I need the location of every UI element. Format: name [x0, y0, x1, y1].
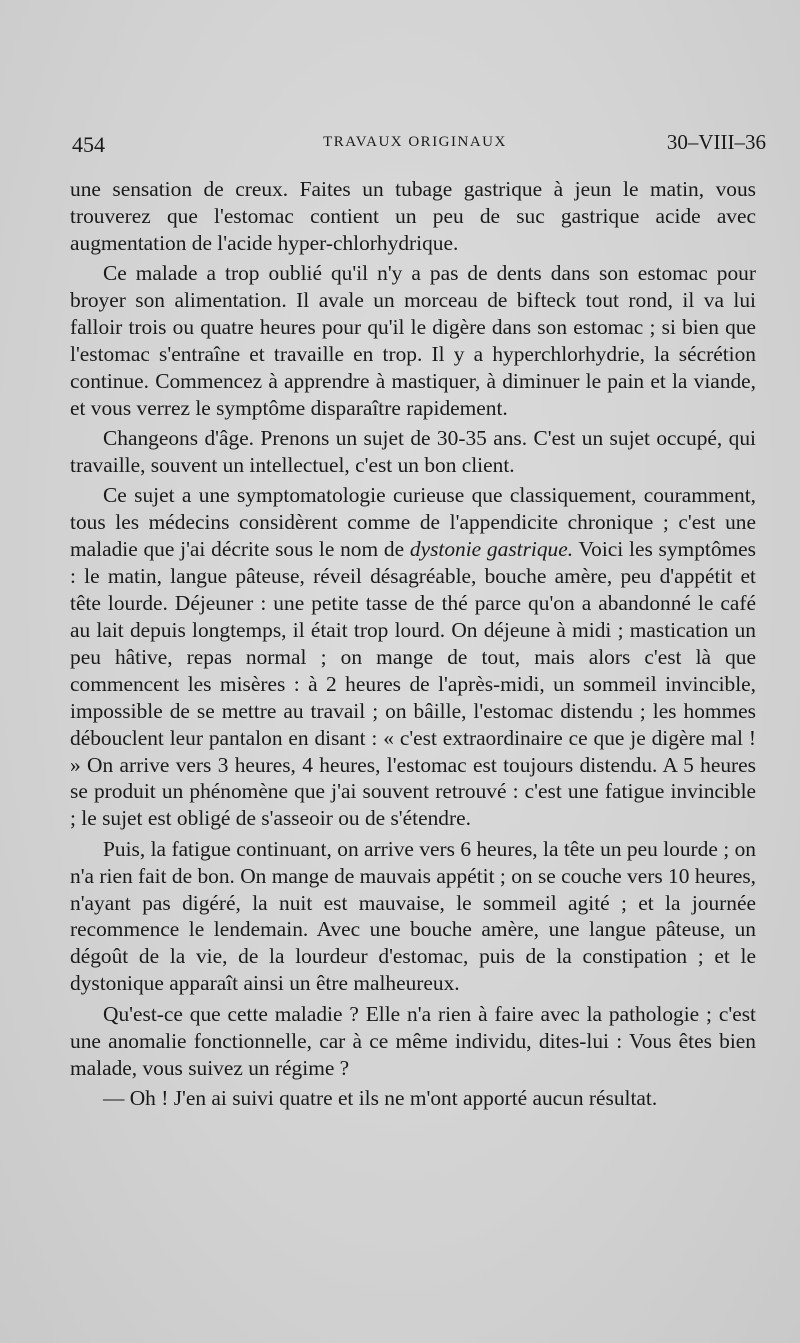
- running-title: TRAVAUX ORIGINAUX: [323, 134, 507, 150]
- running-header: [70, 128, 766, 158]
- paragraph: Qu'est-ce que cette maladie ? Elle n'a rien à faire avec la pathologie ; c'est une anomalie fonctionnelle, car à ce même individu, dites-lui : Vous êtes bien malade, vous suivez un régime ?: [70, 1001, 756, 1080]
- paragraph: une sensation de creux. Faites un tubage gastrique à jeun le matin, vous trouverez que l'estomac contient un peu de suc gastrique acide avec augmentation de l'acide hyper-chlorhydrique.: [70, 177, 756, 255]
- page-body: [70, 176, 756, 1115]
- paragraph: Ce malade a trop oublié qu'il n'y a pas de dents dans son estomac pour broyer son alimentation. Il avale un morceau de bifteck tout rond, il va lui falloir trois ou quatre heures pour qu'il le digère dans son estomac ; si bien que l'estomac s'entraîne et travaille en trop. Il y a hyperchlorhydrie, la sécrétion continue. Commencez à apprendre à mastiquer, à diminuer le pain et la viande, et vous verrez le symptôme disparaître rapidement.: [70, 261, 756, 420]
- issue-date: 30–VIII–36: [666, 130, 766, 154]
- paragraph: [70, 482, 756, 832]
- paragraph-text: Ce sujet a une symptomatologie curieuse que classiquement, couramment, tous les médecins considèrent comme de l'appendicite chronique ; c'est une maladie que j'ai décrite sous le nom de: [70, 483, 756, 562]
- italic-term: dystonie gastrique.: [409, 537, 574, 562]
- paragraph: Changeons d'âge. Prenons un sujet de 30-35 ans. C'est un sujet occupé, qui travaille, souvent un intellectuel, c'est un bon client.: [70, 426, 756, 478]
- page-number: 454: [72, 132, 105, 157]
- paragraph-text: Voici les symptômes : le matin, langue pâteuse, réveil désagréable, bouche amère, peu d'appétit et tête lourde. Déjeuner : une petite tasse de thé parce qu'on a abandonné le café au lait depuis longtemps, il était trop lourd. On déjeune à midi ; mastication un peu hâtive, repas normal ; on mange de tout, mais alors c'est là que commencent les misères : à 2 heures de l'après-midi, un sommeil invincible, impossible de se mettre au travail ; on bâille, l'estomac distendu ; les hommes débouclent leur pantalon en disant : « c'est extraordinaire ce que je digère mal ! » On arrive vers 3 heures, 4 heures, l'estomac est toujours distendu. A 5 heures se produit un phénomène que j'ai souvent retrouvé : c'est une fatigue invincible ; le sujet est obligé de s'asseoir ou de s'étendre.: [70, 537, 756, 831]
- paragraph: Puis, la fatigue continuant, on arrive vers 6 heures, la tête un peu lourde ; on n'a rien fait de bon. On mange de mauvais appétit ; on se couche vers 10 heures, n'ayant pas digéré, la nuit est mauvaise, le sommeil agité ; et la journée recommence le lendemain. Avec une bouche amère, une langue pâteuse, un dégoût de la vie, de la lourdeur d'estomac, puis de la constipation ; et le dystonique apparaît ainsi un être malheureux.: [70, 836, 756, 996]
- dialogue-line: — Oh ! J'en ai suivi quatre et ils ne m'ont apporté aucun résultat.: [103, 1085, 658, 1110]
